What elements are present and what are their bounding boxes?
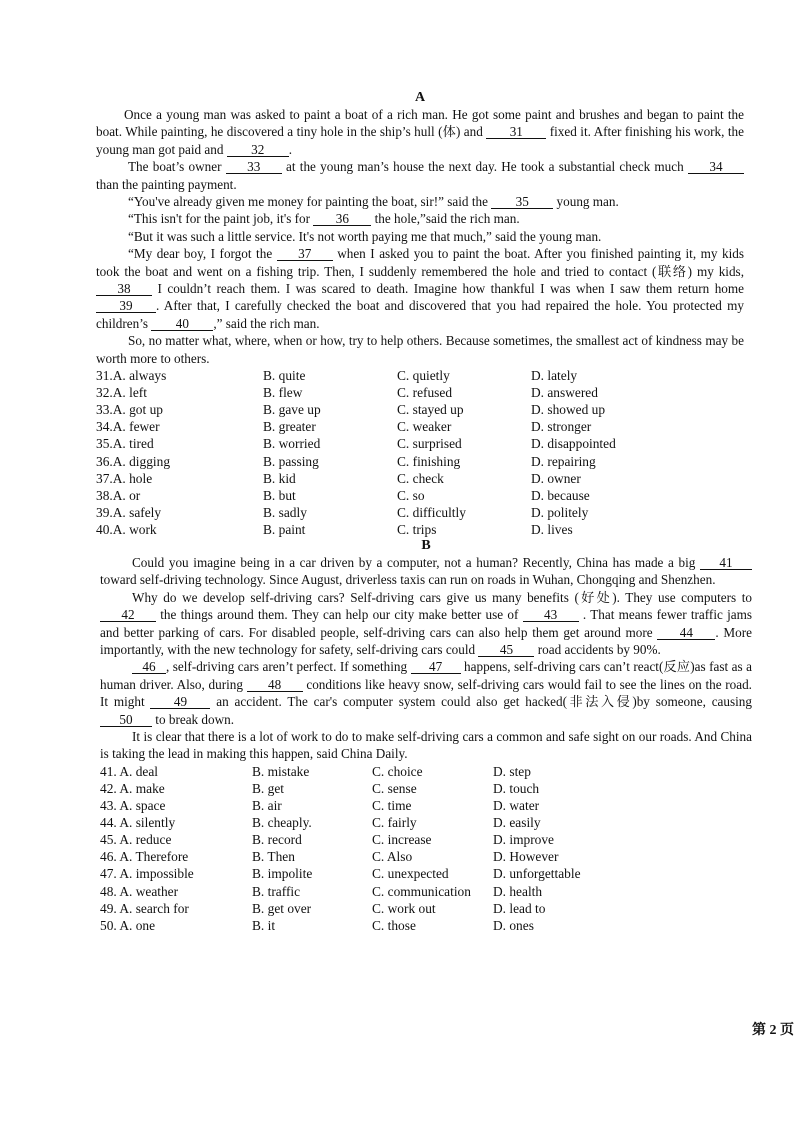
option-choice: C. choice xyxy=(372,763,423,779)
section-b-options xyxy=(100,763,752,934)
option-choice: C. difficultly xyxy=(397,504,466,520)
passage-paragraph: “You've already given me money for painting the boat, sir!” said the 35 young man. xyxy=(128,194,619,210)
option-choice: D. water xyxy=(493,798,540,814)
section-b-passage xyxy=(100,554,752,763)
option-choice: 47. A. impossible xyxy=(100,866,194,882)
option-choice: D. because xyxy=(531,487,590,503)
option-choice: 43. A. space xyxy=(100,798,166,814)
option-choice: B. passing xyxy=(263,453,319,469)
option-choice: B. quite xyxy=(263,368,306,384)
option-choice: 33.A. got up xyxy=(96,402,163,418)
option-choice: D. ones xyxy=(493,917,534,933)
option-choice: B. mistake xyxy=(252,763,310,779)
page-number: 第 2 页 xyxy=(752,1023,794,1038)
option-choice: B. paint xyxy=(263,521,306,537)
option-row xyxy=(96,384,744,401)
answer-blank: 46 xyxy=(132,660,166,674)
passage-paragraph: The boat’s owner 33 at the young man’s house the next day. He took a substantial check much 34 than the painting payment. xyxy=(96,158,744,193)
option-choice: B. traffic xyxy=(252,883,301,899)
option-choice: D. owner xyxy=(531,470,581,486)
option-choice: B. air xyxy=(252,798,282,814)
answer-blank: 33 xyxy=(226,160,282,174)
option-choice: C. communication xyxy=(372,883,471,899)
section-b xyxy=(100,538,752,934)
option-row xyxy=(96,367,744,384)
option-choice: C. time xyxy=(372,798,412,814)
option-row xyxy=(100,883,752,900)
option-choice: D. answered xyxy=(531,385,598,401)
answer-blank: 32 xyxy=(227,143,289,157)
option-choice: 35.A. tired xyxy=(96,436,154,452)
option-choice: C. finishing xyxy=(397,453,461,469)
passage-paragraph: It is clear that there is a lot of work to do to make self-driving cars a common and safe sight on our roads. And China is taking the lead in making this happen, said China Daily. xyxy=(100,729,752,762)
option-choice: 48. A. weather xyxy=(100,883,179,899)
option-choice: D. health xyxy=(493,883,543,899)
answer-blank: 41 xyxy=(700,556,752,570)
option-choice: B. cheaply. xyxy=(252,815,312,831)
option-choice: D. stronger xyxy=(531,419,592,435)
option-choice: 32.A. left xyxy=(96,385,147,401)
option-choice: B. Then xyxy=(252,849,295,865)
option-choice: D. repairing xyxy=(531,453,596,469)
option-choice: B. record xyxy=(252,832,302,848)
option-row xyxy=(96,470,744,487)
option-row xyxy=(100,780,752,797)
option-choice: D. unforgettable xyxy=(493,866,581,882)
option-choice: C. stayed up xyxy=(397,402,464,418)
passage-paragraph: “This isn't for the paint job, it's for 36 the hole,”said the rich man. xyxy=(128,211,520,227)
passage-paragraph: “But it was such a little service. It's not worth paying me that much,” said the young man. xyxy=(128,228,602,244)
option-choice: B. but xyxy=(263,487,296,503)
answer-blank: 37 xyxy=(277,247,333,261)
option-choice: D. disappointed xyxy=(531,436,616,452)
passage-paragraph: Once a young man was asked to paint a boat of a rich man. He got some paint and brushes and began to paint the boat. While painting, he discovered a tiny hole in the ship’s hull (体) and 31 fixed it. After finishing his work, the young man got paid and 32 . xyxy=(96,107,744,157)
option-choice: B. flew xyxy=(263,385,303,401)
option-choice: C. surprised xyxy=(397,436,462,452)
passage-paragraph: Why do we develop self-driving cars? Self-driving cars give us many benefits (好处). They use computers to 42 the things around them. They can help our city make better use of 43 . That means fewer traffic jams and better parking of cars. For disabled people, self-driving cars can also help them get around more 44 . More importantly, with the new technology for safety, self-driving cars could 45 road accidents by 90%. xyxy=(100,589,753,658)
option-choice: B. get over xyxy=(252,900,312,916)
section-a-passage xyxy=(96,106,744,367)
option-choice: D. lead to xyxy=(493,900,546,916)
option-row xyxy=(100,797,752,814)
option-choice: C. fairly xyxy=(372,815,417,831)
option-row xyxy=(96,435,744,452)
option-choice: 39.A. safely xyxy=(96,504,162,520)
option-choice: 31.A. always xyxy=(96,368,167,384)
option-choice: B. gave up xyxy=(263,402,321,418)
section-a xyxy=(96,90,744,538)
answer-blank: 44 xyxy=(657,626,715,640)
section-a-title: A xyxy=(414,90,426,105)
option-row xyxy=(100,865,752,882)
option-choice: B. it xyxy=(252,917,276,933)
option-choice: B. kid xyxy=(263,470,296,486)
answer-blank: 40 xyxy=(151,317,213,331)
option-row xyxy=(100,814,752,831)
option-choice: 41. A. deal xyxy=(100,763,159,779)
option-row xyxy=(96,504,744,521)
option-choice: 46. A. Therefore xyxy=(100,849,189,865)
option-choice: D. improve xyxy=(493,832,554,848)
answer-blank: 31 xyxy=(486,125,546,139)
option-choice: C. work out xyxy=(372,900,436,916)
option-choice: B. worried xyxy=(263,436,321,452)
option-row xyxy=(100,917,752,934)
answer-blank: 50 xyxy=(100,713,152,727)
answer-blank: 47 xyxy=(411,660,461,674)
option-choice: D. showed up xyxy=(531,402,606,418)
option-choice: 36.A. digging xyxy=(96,453,171,469)
answer-blank: 48 xyxy=(247,678,303,692)
answer-blank: 35 xyxy=(491,195,553,209)
option-choice: B. sadly xyxy=(263,504,307,520)
passage-paragraph: 46 , self-driving cars aren’t perfect. If something 47 happens, self-driving cars can’t react(反应)as fast as a human driver. Also, during 48 conditions like heavy snow, self-driving cars would fail to see the lines on the road. It might 49 an accident. The car's computer system could also get hacked(非法入侵)by someone, causing 50 to break down. xyxy=(100,659,752,727)
option-choice: 40.A. work xyxy=(96,521,157,537)
option-choice: 38.A. or xyxy=(96,487,141,503)
option-row xyxy=(96,453,744,470)
option-choice: 34.A. fewer xyxy=(96,419,160,435)
option-row xyxy=(96,418,744,435)
option-row xyxy=(96,521,744,538)
option-choice: C. increase xyxy=(372,832,432,848)
option-choice: B. greater xyxy=(263,419,316,435)
option-row xyxy=(96,487,744,504)
answer-blank: 39 xyxy=(96,299,156,313)
option-choice: C. refused xyxy=(397,385,453,401)
option-choice: D. politely xyxy=(531,504,589,520)
option-row xyxy=(100,848,752,865)
section-a-options xyxy=(96,367,744,538)
option-choice: 44. A. silently xyxy=(100,815,176,831)
option-row xyxy=(100,831,752,848)
passage-paragraph: Could you imagine being in a car driven by a computer, not a human? Recently, China has made a big 41 toward self-driving technology. Since August, driverless taxis can run on roads in Wuhan, Chongqing and Shenzhen. xyxy=(100,554,752,589)
passage-paragraph: So, no matter what, where, when or how, try to help others. Because sometimes, the smallest act of kindness may be worth more to others. xyxy=(96,333,744,366)
option-choice: B. impolite xyxy=(252,866,313,882)
option-choice: C. check xyxy=(397,470,444,486)
option-choice: 42. A. make xyxy=(100,780,165,796)
option-choice: C. sense xyxy=(372,780,417,796)
option-choice: D. easily xyxy=(493,815,541,831)
option-choice: 37.A. hole xyxy=(96,470,153,486)
option-choice: C. Also xyxy=(372,849,413,865)
option-choice: 49. A. search for xyxy=(100,900,189,916)
option-row xyxy=(100,763,752,780)
answer-blank: 34 xyxy=(688,160,744,174)
answer-blank: 38 xyxy=(96,282,152,296)
option-choice: 45. A. reduce xyxy=(100,832,172,848)
option-choice: C. weaker xyxy=(397,419,452,435)
option-choice: D. step xyxy=(493,763,531,779)
section-b-title: B xyxy=(421,538,431,553)
option-row xyxy=(96,401,744,418)
option-choice: C. quietly xyxy=(397,368,450,384)
option-row xyxy=(100,900,752,917)
answer-blank: 43 xyxy=(523,608,579,622)
answer-blank: 45 xyxy=(478,643,534,657)
option-choice: B. get xyxy=(252,780,284,796)
answer-blank: 42 xyxy=(100,608,156,622)
option-choice: D. lives xyxy=(531,521,573,537)
option-choice: C. so xyxy=(397,487,425,503)
option-choice: 50. A. one xyxy=(100,917,156,933)
option-choice: C. unexpected xyxy=(372,866,449,882)
answer-blank: 49 xyxy=(150,695,210,709)
option-choice: D. lately xyxy=(531,368,578,384)
option-choice: D. touch xyxy=(493,780,540,796)
option-choice: D. However xyxy=(493,849,559,865)
option-choice: C. trips xyxy=(397,521,437,537)
option-choice: C. those xyxy=(372,917,416,933)
passage-paragraph: “My dear boy, I forgot the 37 when I asked you to paint the boat. After you finished painting it, my kids took the boat and went on a fishing trip. Then, I suddenly remembered the hole and tried to contact (联络) my kids, 38 I couldn’t reach them. I was scared to death. Imagine how thankful I was when I saw them return home 39 . After that, I carefully checked the boat and discovered that you had repaired the hole. You protected my children’s 40 ,” said the rich man. xyxy=(96,246,744,331)
answer-blank: 36 xyxy=(313,212,371,226)
